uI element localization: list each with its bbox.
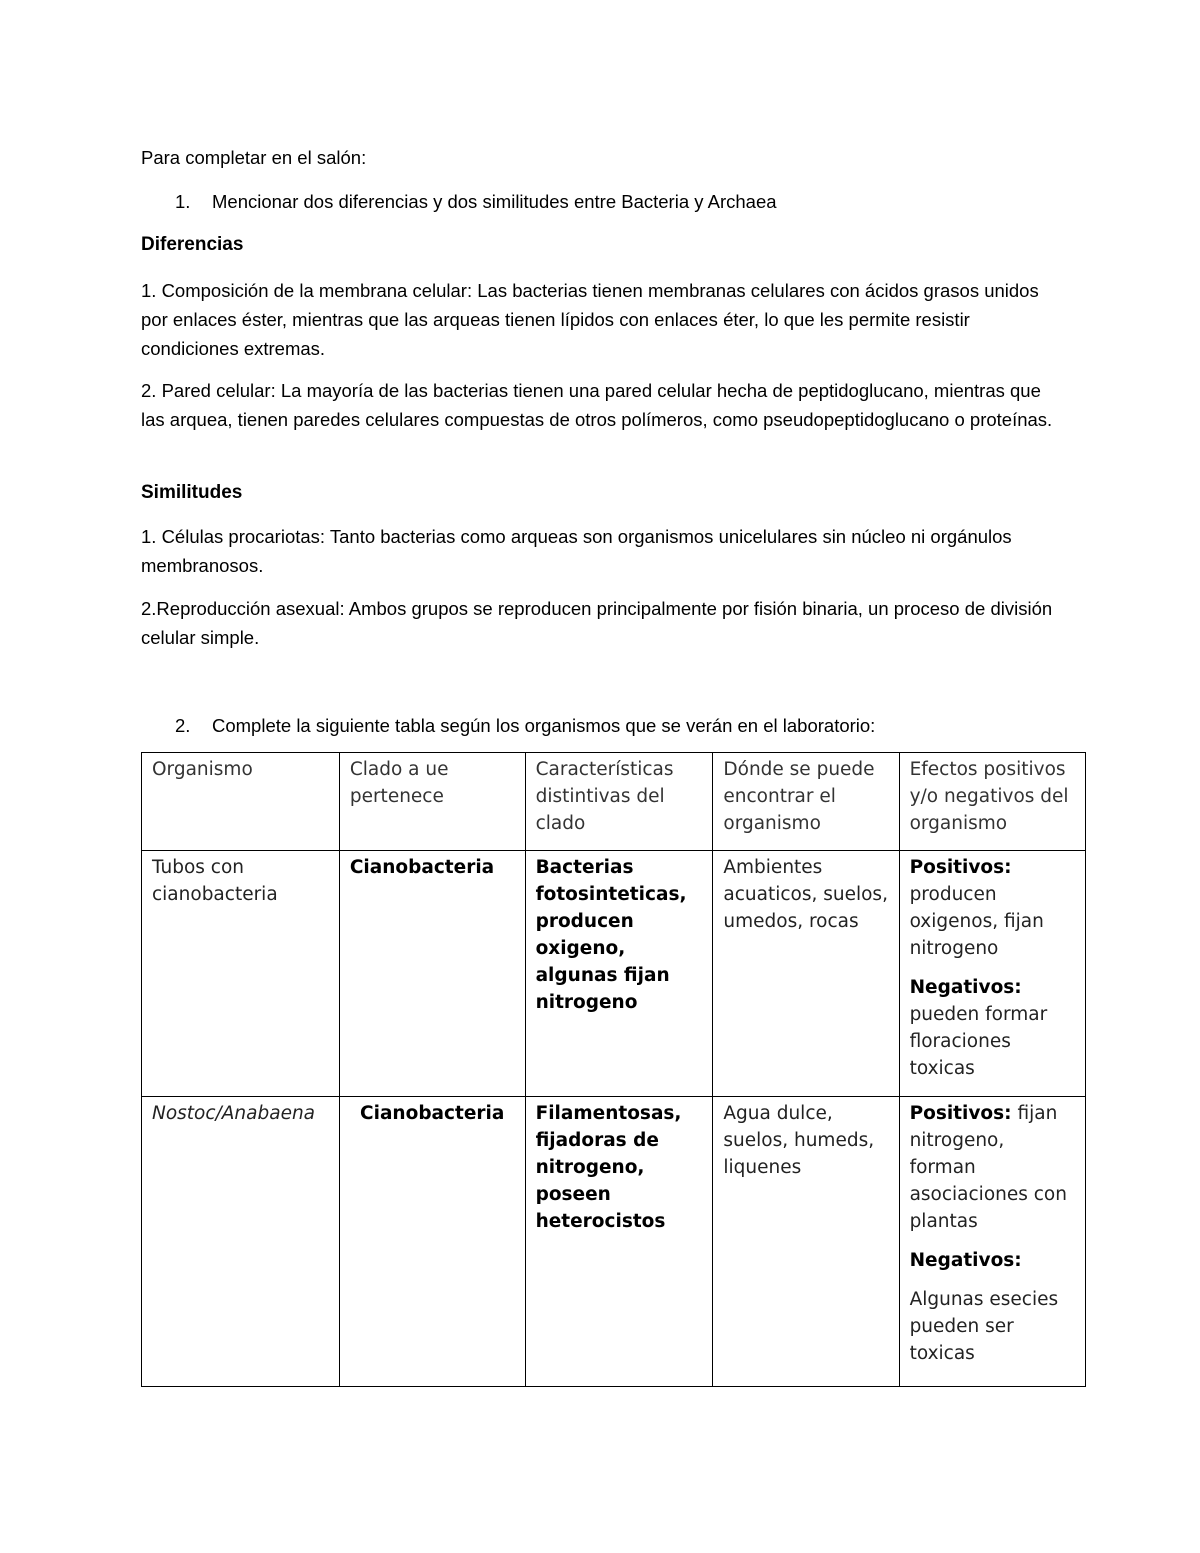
question-2-text: Complete la siguiente tabla según los organismos que se verán en el laboratorio: (212, 715, 876, 736)
header-effects: Efectos positivos y/o negativos del organismo (899, 753, 1085, 851)
negative-text: pueden formar floraciones toxicas (909, 1004, 1048, 1079)
effects-negative-label (910, 1247, 1075, 1274)
difference-item-1: 1. Composición de la membrana celular: Las bacterias tienen membranas celulares con ácidos grasos unidos por enlaces éster, mientras que las arqueas tienen lípidos con enlaces éter, lo que les permite resistir condiciones extremas. (141, 280, 1039, 359)
cell-traits: Filamentosas, fijadoras de nitrogeno, poseen heterocistos (525, 1097, 713, 1387)
cell-effects (899, 851, 1085, 1097)
cell-habitat: Agua dulce, suelos, humeds, liquenes (713, 1097, 899, 1387)
organisms-table (141, 752, 1086, 1387)
negative-label: Negativos: (909, 1250, 1022, 1271)
positive-label: Positivos: (909, 857, 1012, 878)
question-1-text: Mencionar dos diferencias y dos similitudes entre Bacteria y Archaea (212, 191, 777, 212)
cell-organism: Tubos con cianobacteria (142, 851, 340, 1097)
positive-text: producen oxigenos, fijan nitrogeno (909, 884, 1044, 959)
negative-label: Negativos: (909, 977, 1022, 998)
effects-negative (910, 974, 1075, 1082)
header-habitat: Dónde se puede encontrar el organismo (713, 753, 899, 851)
question-2-number: 2. (175, 715, 191, 736)
header-traits: Características distintivas del clado (525, 753, 713, 851)
positive-text: fijan nitrogeno, forman asociaciones con plantas (909, 1103, 1067, 1232)
cell-effects (899, 1097, 1085, 1387)
header-clade: Clado a ue pertenece (339, 753, 525, 851)
question-1-number: 1. (175, 191, 191, 212)
difference-item-2: 2. Pared celular: La mayoría de las bacterias tienen una pared celular hecha de peptidoglucano, mientras que las arquea, tienen paredes celulares compuestas de otros polímeros, como pseudopeptidoglucano o proteínas. (141, 380, 1053, 430)
effects-positive (910, 1100, 1075, 1235)
cell-habitat: Ambientes acuaticos, suelos, umedos, rocas (713, 851, 899, 1097)
table-header-row (142, 753, 1086, 851)
effects-negative-text: Algunas esecies pueden ser toxicas (909, 1289, 1059, 1364)
header-organism: Organismo (142, 753, 340, 851)
cell-clade: Cianobacteria (339, 851, 525, 1097)
differences-heading: Diferencias (141, 234, 244, 255)
similarities-heading: Similitudes (141, 482, 243, 503)
effects-positive (910, 854, 1075, 962)
table-row (142, 1097, 1086, 1387)
positive-label: Positivos: (909, 1103, 1012, 1124)
similarity-item-1: 1. Células procariotas: Tanto bacterias como arqueas son organismos unicelulares sin núcleo ni orgánulos membranosos. (141, 526, 1012, 576)
cell-organism: Nostoc/Anabaena (142, 1097, 340, 1387)
intro-text: Para completar en el salón: (141, 147, 367, 168)
table-row (142, 851, 1086, 1097)
cell-clade: Cianobacteria (339, 1097, 525, 1387)
similarity-item-2: 2.Reproducción asexual: Ambos grupos se reproducen principalmente por fisión binaria, un proceso de división celular simple. (141, 598, 1053, 648)
cell-traits: Bacterias fotosinteticas, producen oxigeno, algunas fijan nitrogeno (525, 851, 713, 1097)
